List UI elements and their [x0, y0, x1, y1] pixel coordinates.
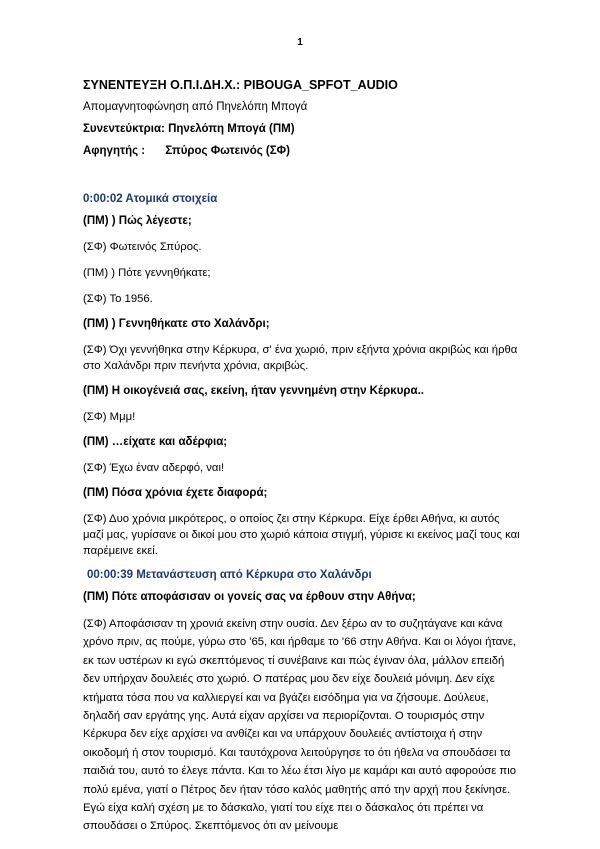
answer-line: (ΣΦ) Έχω έναν αδερφό, ναι! [83, 462, 225, 474]
question-line: (ΠΜ) Η οικογένειά σας, εκείνη, ήταν γεννημένη στην Κέρκυρα.. [83, 385, 424, 397]
narrator-label: Αφηγητής : [83, 145, 146, 157]
page-number: 1 [297, 37, 303, 48]
spacer [83, 167, 523, 193]
question-line: (ΠΜ) Πόσα χρόνια έχετε διαφορά; [83, 487, 268, 499]
narrator-line [83, 145, 523, 157]
interviewer-name: Πηνελόπη Μπογά (ΠΜ) [168, 123, 295, 135]
interviewer-label: Συνεντεύκτρια: [83, 123, 165, 135]
answer-line: (ΣΦ) Όχι γεννήθηκα στην Κέρκυρα, σ' ένα χωριό, πριν εξήντα χρόνια ακριβώς και ήρθα στο Χαλάνδρι πριν πενήντα χρόνια, ακριβώς. [83, 344, 518, 372]
section-heading: 00:00:39 Μετανάστευση από Κέρκυρα στο Χαλάνδρι [87, 569, 372, 581]
narrator-name: Σπύρος Φωτεινός (ΣΦ) [165, 145, 290, 157]
transcription-credit: Απομαγνητοφώνηση από Πηνελόπη Μπογά [83, 101, 308, 113]
document-body [83, 78, 523, 846]
question-line: (ΠΜ) ) Πότε γεννηθήκατε; [83, 267, 211, 279]
interviewer-line [83, 123, 523, 135]
question-line: (ΠΜ) ) Πώς λέγεστε; [83, 215, 192, 227]
document-title: ΣΥΝΕΝΤΕΥΞΗ Ο.Π.Ι.ΔΗ.Χ.: PIBOUGA_SPFOT_AUDIO [83, 78, 398, 92]
section-heading: 0:00:02 Ατομικά στοιχεία [83, 193, 218, 205]
answer-line: (ΣΦ) Δυο χρόνια μικρότερος, ο οποίος ζει στην Κέρκυρα. Είχε έρθει Αθήνα, κι αυτός μαζί μας, γυρίσανε οι δικοί μου στο χωριό κάποια στιγμή, γύρισε κι εκείνος μαζί τους και παρέμεινε εκεί. [83, 513, 520, 557]
question-line: (ΠΜ) …είχατε και αδέρφια; [83, 436, 228, 448]
answer-line: (ΣΦ) Φωτεινός Σπύρος. [83, 241, 202, 253]
answer-line: (ΣΦ) Το 1956. [83, 293, 153, 305]
answer-line: (ΣΦ) Μμμ! [83, 411, 136, 423]
answer-paragraph: (ΣΦ) Αποφάσισαν τη χρονιά εκείνη στην ουσία. Δεν ξέρω αν το συζητάγανε και κάνα χρόνο πριν, ας πούμε, γύρω στο '65, και ήρθαμε το '66 στην Αθήνα. Και οι λόγοι ήτανε, εκ των υστέρων κι εγώ σκεπτόμενος τί συνέβαινε και πώς έγιναν όλα, μάλλον επειδή δεν υπήρχαν δουλειές στο χωριό. Ο πατέρας μου δεν είχε δουλειά μόνιμη. Δεν είχε κτήματα τόσα που να καλλιεργεί και να βγάζει εισόδημα για να ζήσουμε. Δούλευε, δηλαδή σαν εργάτης γης. Αυτά είχαν αρχίσει να περιορίζονται. Ο τουρισμός στην Κέρκυρα δεν είχε αρχίσει να ανθίζει και να υπάρχουν δουλειές αντίστοιχα ή στην οικοδομή ή στον τουρισμό. Και ταυτόχρονα λειτούργησε το ότι ήθελα να σπουδάσει τα παιδιά του, αυτό το έλεγε πάντα. Και το λέω έτσι λίγο με καμάρι και αυτό αφορούσε πιο πολύ εμένα, γιατί ο Πέτρος δεν ήταν τόσο καλός μαθητής από την αρχή που ξεκίνησε. Εγώ είχα καλή σχέση με το δάσκαλο, γιατί του είχε πει ο δάσκαλος ότι πρέπει να σπουδάσει ο Σπύρος. Σκεπτόμενος ότι αν μείνουμε [83, 618, 517, 833]
question-line: (ΠΜ) Πότε αποφάσισαν οι γονείς σας να έρθουν στην Αθήνα; [83, 591, 416, 603]
question-line: (ΠΜ) ) Γεννηθήκατε στο Χαλάνδρι; [83, 318, 270, 330]
